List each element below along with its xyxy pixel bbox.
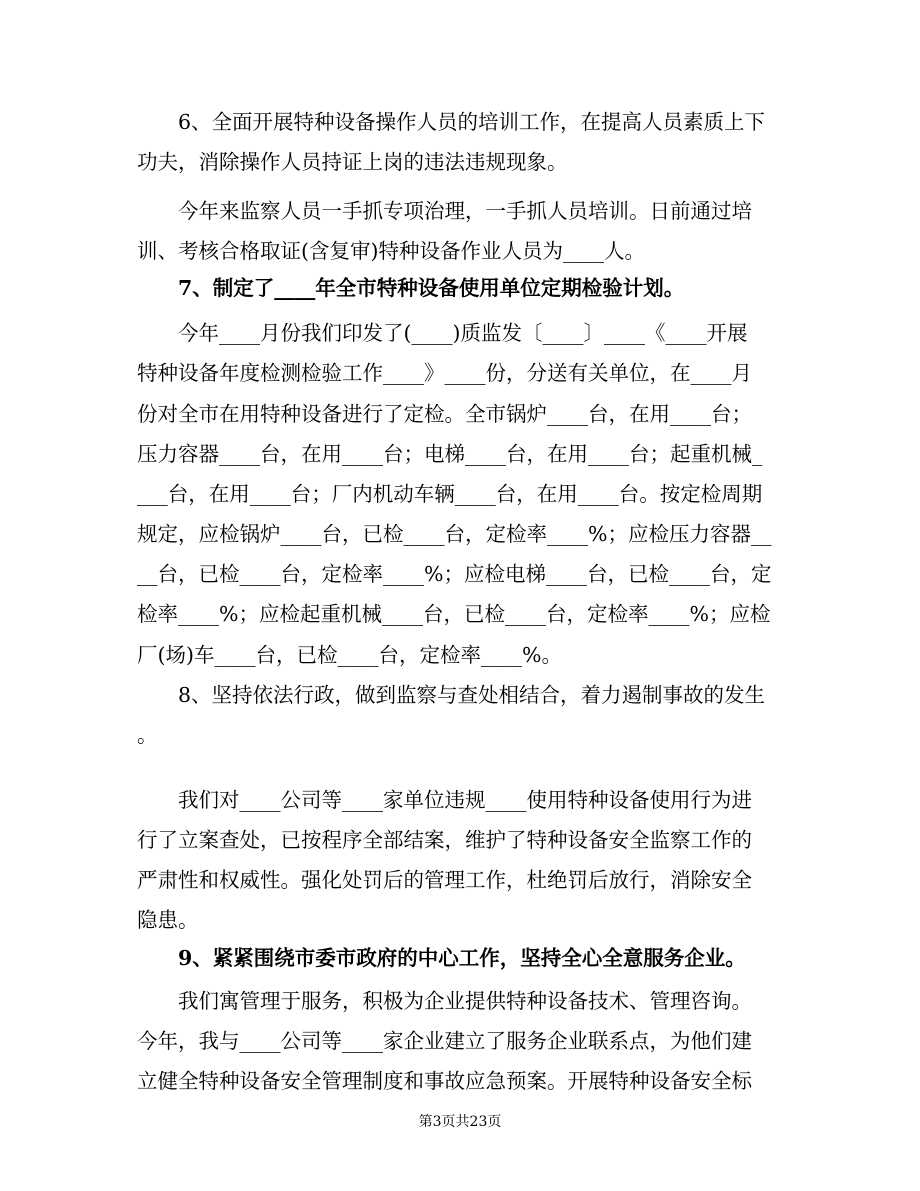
paragraph-line: 严肃性和权威性。强化处罚后的管理工作，杜绝罚后放行，消除安全 [137,868,752,892]
paragraph-line: 检率____%；应检起重机械____台，已检____台，定检率____%；应检 [137,602,771,626]
paragraph-line: ___台，在用____台；厂内机动车辆____台，在用____台。按定检周期 [137,482,763,506]
paragraph-line: 。 [137,723,158,747]
section-heading: 7、制定了____年全市特种设备使用单位定期检验计划。 [137,276,685,300]
paragraph-line: 行了立案查处，已按程序全部结案，维护了特种设备安全监察工作的 [137,828,752,852]
paragraph-line: 我们寓管理于服务，积极为企业提供特种设备技术、管理咨询。 [137,989,752,1013]
paragraph-line: 规定，应检锅炉____台，已检____台，定检率____%；应检压力容器__ [137,522,772,546]
paragraph-line: 6、全面开展特种设备操作人员的培训工作，在提高人员素质上下 [137,110,766,134]
paragraph-line: 训、考核合格取证(含复审)特种设备作业人员为____人。 [137,239,645,263]
section-heading: 9、紧紧围绕市委市政府的中心工作，坚持全心全意服务企业。 [137,946,746,970]
paragraph-line: 今年，我与____公司等____家企业建立了服务企业联系点，为他们建 [137,1029,752,1053]
paragraph-line: 隐患。 [137,908,199,932]
page-number: 第3页共23页 [418,1114,502,1130]
paragraph-line: 今年来监察人员一手抓专项治理，一手抓人员培训。日前通过培 [137,199,752,223]
paragraph-line: 功夫，消除操作人员持证上岗的违法违规现象。 [137,150,568,174]
paragraph-line: 8、坚持依法行政，做到监察与查处相结合，着力遏制事故的发生 [137,683,766,707]
paragraph-line: 立健全特种设备安全管理制度和事故应急预案。开展特种设备安全标 [137,1069,752,1093]
paragraph-line: 份对全市在用特种设备进行了定检。全市锅炉____台，在用____台； [137,402,752,426]
paragraph-line: __台，已检____台，定检率____%；应检电梯____台，已检____台，定 [137,562,772,586]
paragraph-line: 厂(场)车____台，已检____台，定检率____%。 [137,643,562,667]
paragraph-line: 今年____月份我们印发了(____)质监发〔____〕____《____开展 [137,321,748,345]
paragraph-line: 压力容器____台，在用____台；电梯____台，在用____台；起重机械_ [137,442,763,466]
paragraph-line: 特种设备年度检测检验工作____》____份，分送有关单位，在____月 [137,361,752,385]
paragraph-line: 我们对____公司等____家单位违规____使用特种设备使用行为进 [137,788,752,812]
